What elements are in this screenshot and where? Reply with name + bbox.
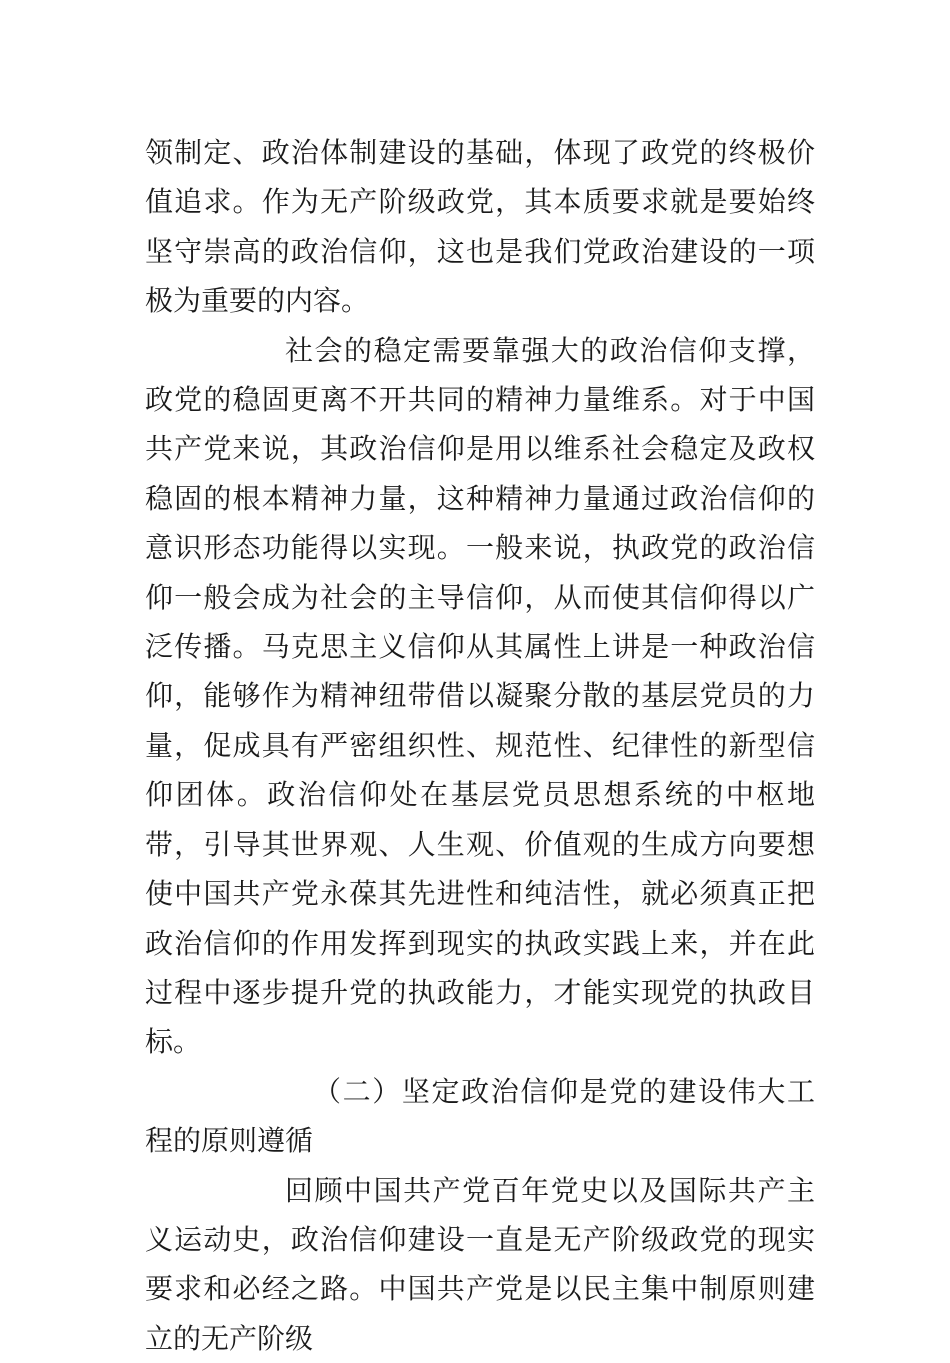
section-heading: （二）坚定政治信仰是党的建设伟大工程的原则遵循 [145, 1074, 815, 1158]
paragraph-party-history: 回顾中国共产党百年党史以及国际共产主义运动史，政治信仰建设一直是无产阶级政党的现实要求和必经之路。中国共产党是以民主集中制原则建立的无产阶级 [145, 1173, 815, 1355]
document-body [145, 128, 815, 1363]
paragraph-social-stability: 社会的稳定需要靠强大的政治信仰支撑，政党的稳固更离不开共同的精神力量维系。对于中国共产党来说，其政治信仰是用以维系社会稳定及政权稳固的根本精神力量，这种精神力量通过政治信仰的意识形态功能得以实现。一般来说，执政党的政治信仰一般会成为社会的主导信仰，从而使其信仰得以广泛传播。马克思主义信仰从其属性上讲是一种政治信仰，能够作为精神纽带借以凝聚分散的基层党员的力量，促成具有严密组织性、规范性、纪律性的新型信仰团体。政治信仰处在基层党员思想系统的中枢地带，引导其世界观、人生观、价值观的生成方向要想使中国共产党永葆其先进性和纯洁性，就必须真正把政治信仰的作用发挥到现实的执政实践上来，并在此过程中逐步提升党的执政能力，才能实现党的执政目标。 [145, 333, 815, 1059]
paragraph-continuation: 领制定、政治体制建设的基础，体现了政党的终极价值追求。作为无产阶级政党，其本质要求就是要始终坚守崇高的政治信仰，这也是我们党政治建设的一项极为重要的内容。 [145, 136, 815, 318]
